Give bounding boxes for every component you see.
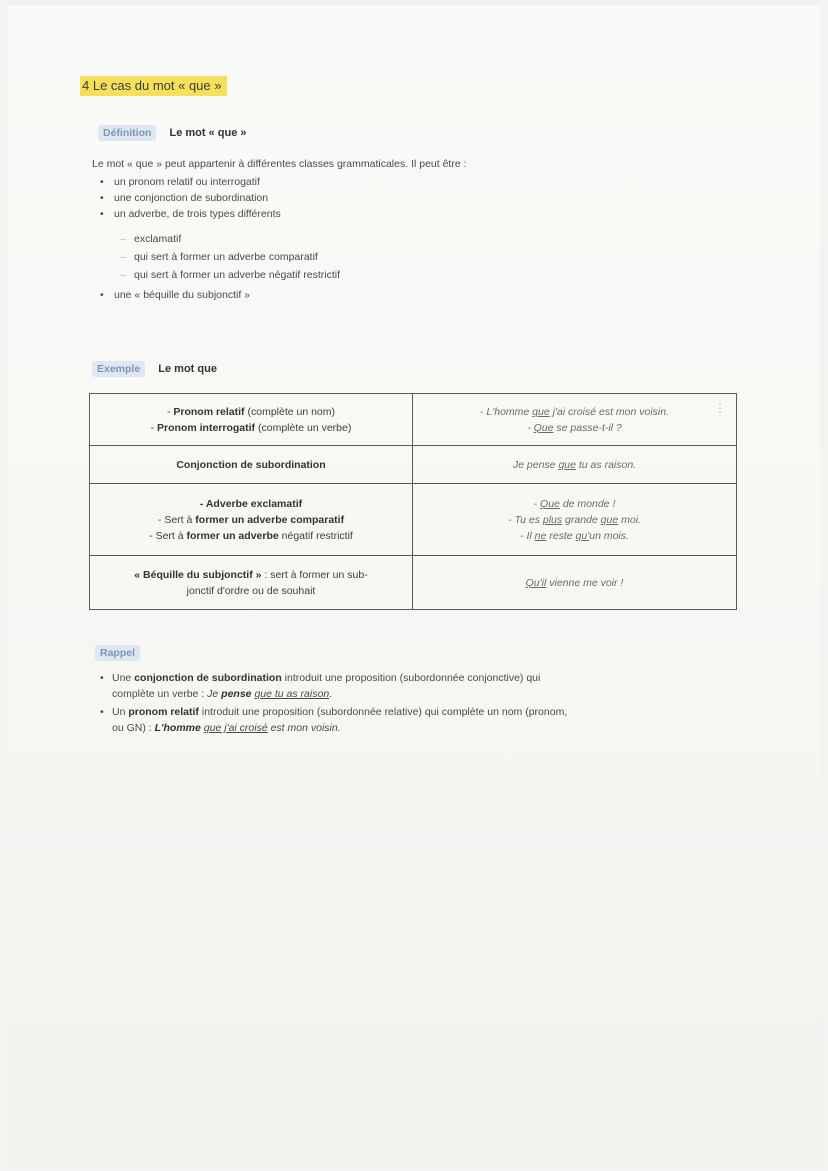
table-cell: - Que de monde ! - Tu es plus grande que moi. - Il ne reste qu'un mois. xyxy=(413,484,737,556)
section-title: 4 Le cas du mot « que » xyxy=(80,76,227,96)
table-cell: - Pronom relatif (complète un nom) - Pronom interrogatif (complète un verbe) xyxy=(90,394,413,446)
example-title: Le mot que xyxy=(158,363,217,375)
example-table xyxy=(89,393,737,610)
table-cell: Je pense que tu as raison. xyxy=(413,446,737,484)
list-item: – qui sert à former un adverbe négatif restrictif xyxy=(120,266,340,284)
list-item: • Une conjonction de subordination introduit une proposition (subordonnée conjonctive) qui complète un verbe : Je pense que tu as raison. xyxy=(100,670,740,702)
table-cell: - Adverbe exclamatif - Sert à former un adverbe comparatif - Sert à former un adverbe négatif restrictif xyxy=(90,484,413,556)
definition-list xyxy=(100,174,281,222)
table-row xyxy=(90,556,737,610)
rappel-list xyxy=(100,670,740,738)
list-item: • un pronom relatif ou interrogatif xyxy=(100,174,281,190)
rappel-header xyxy=(95,643,140,661)
definition-intro: Le mot « que » peut appartenir à différentes classes grammaticales. Il peut être : xyxy=(92,158,467,170)
adverb-sublist xyxy=(120,230,340,284)
definition-title: Le mot « que » xyxy=(169,127,247,139)
table-cell: Qu'il vienne me voir ! xyxy=(413,556,737,610)
list-item: • une conjonction de subordination xyxy=(100,190,281,206)
list-item: • un adverbe, de trois types différents xyxy=(100,206,281,222)
example-header xyxy=(92,361,217,377)
table-cell: ⋮ - L'homme que j'ai croisé est mon voisin. - Que se passe-t-il ? xyxy=(413,394,737,446)
table-row xyxy=(90,484,737,556)
table-row xyxy=(90,446,737,484)
example-tag: Exemple xyxy=(92,361,145,377)
table-row xyxy=(90,394,737,446)
list-item: – exclamatif xyxy=(120,230,340,248)
definition-tag: Définition xyxy=(98,125,156,141)
list-item: • une « béquille du subjonctif » xyxy=(100,289,250,301)
table-cell: Conjonction de subordination xyxy=(90,446,413,484)
definition-header xyxy=(98,125,247,141)
rappel-tag: Rappel xyxy=(95,645,140,661)
table-cell: « Béquille du subjonctif » : sert à former un sub- jonctif d'ordre ou de souhait xyxy=(90,556,413,610)
list-item: – qui sert à former un adverbe comparatif xyxy=(120,248,340,266)
drag-handle-icon[interactable]: ⋮ xyxy=(714,401,726,415)
list-item: • Un pronom relatif introduit une proposition (subordonnée relative) qui complète un nom (pronom, ou GN) : L'homme que j'ai croisé est mon voisin. xyxy=(100,704,740,736)
